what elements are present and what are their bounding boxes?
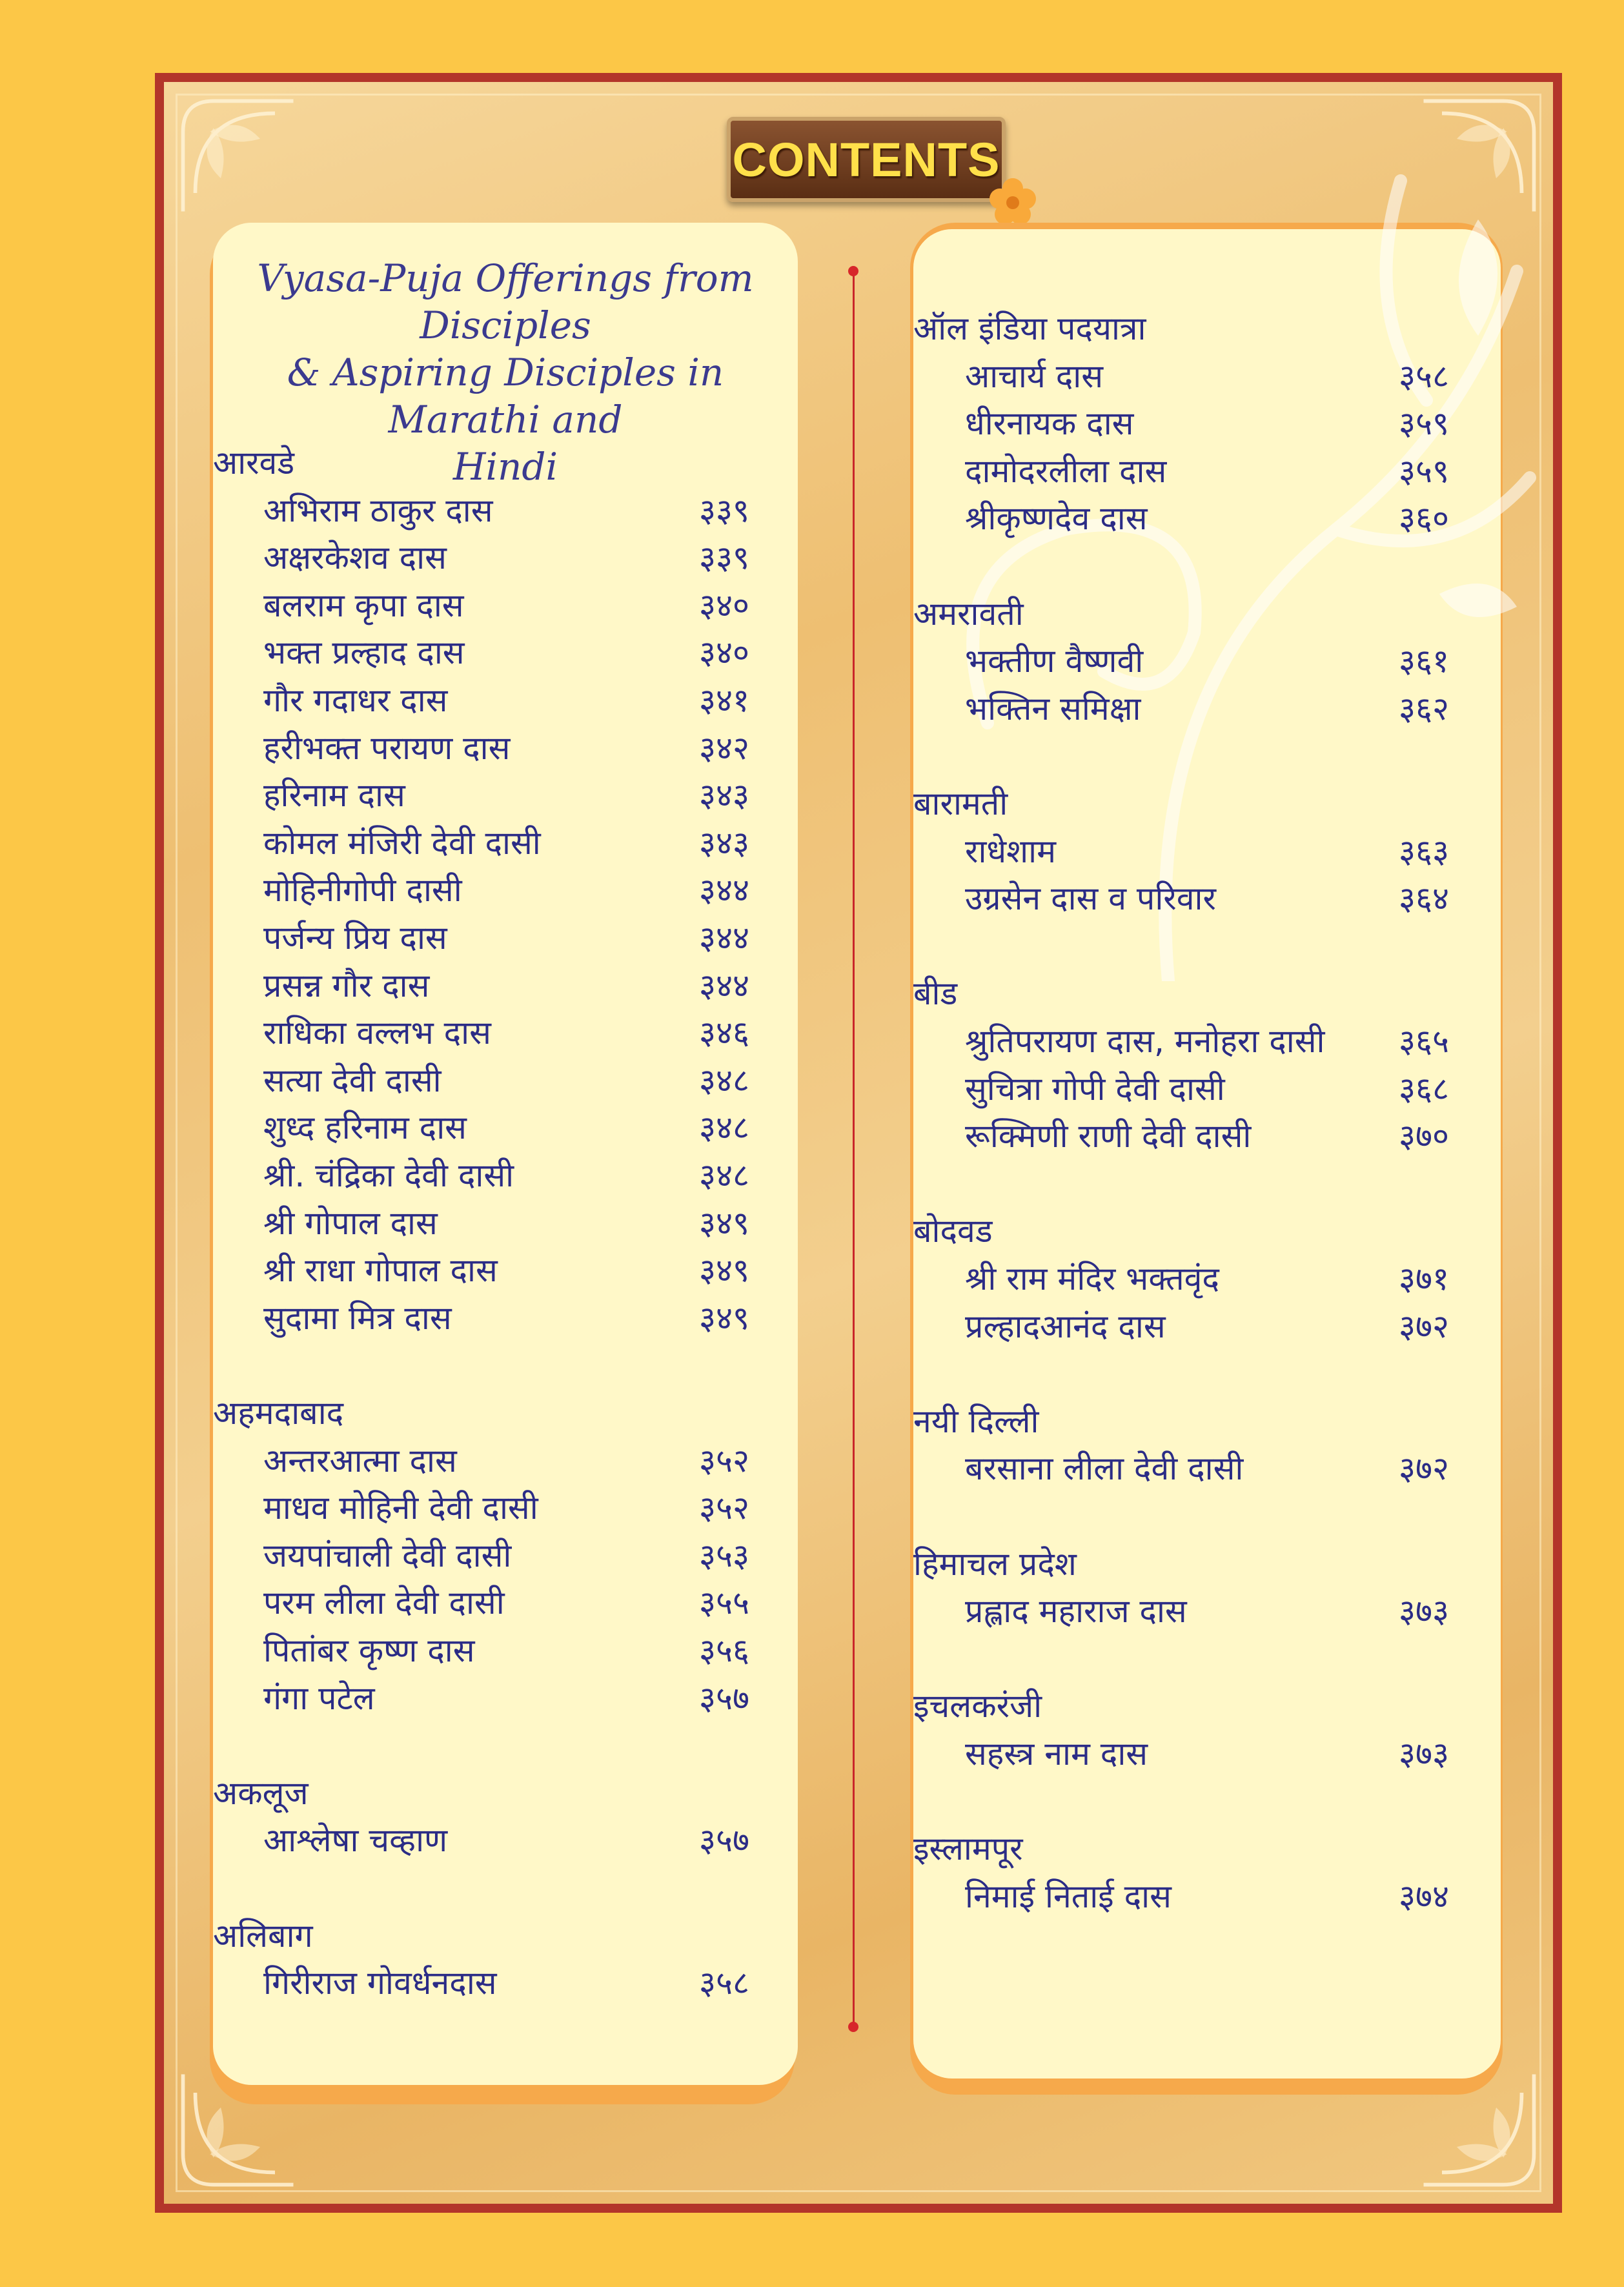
entry-name: बलराम कृपा दास bbox=[263, 586, 464, 624]
entry-name: मोहिनीगोपी दासी bbox=[263, 871, 462, 910]
section-title: अलिबाग bbox=[213, 1916, 313, 1955]
entry-page-number: ३७० bbox=[1399, 1117, 1449, 1155]
corner-ornament-icon bbox=[177, 95, 299, 218]
entry-name: आचार्य दास bbox=[965, 357, 1103, 395]
entry-page-number: ३४८ bbox=[699, 1061, 749, 1099]
section-title: बारामती bbox=[913, 785, 1008, 822]
entry-page-number: ३४० bbox=[699, 586, 749, 624]
entry-name: पितांबर कृष्ण दास bbox=[263, 1632, 475, 1669]
entry-page-number: ३५९ bbox=[1399, 405, 1449, 443]
entry-page-number: ३५५ bbox=[699, 1584, 749, 1622]
column-divider bbox=[853, 271, 855, 2027]
entry-page-number: ३५९ bbox=[1399, 452, 1449, 490]
entry-page-number: ३७२ bbox=[1399, 1307, 1449, 1345]
section-title: हिमाचल प्रदेश bbox=[913, 1545, 1077, 1583]
entry-name: सत्या देवी दासी bbox=[263, 1061, 442, 1099]
entry-page-number: ३४३ bbox=[699, 777, 749, 815]
entry-page-number: ३४९ bbox=[699, 1252, 749, 1290]
entry-page-number: ३७४ bbox=[1399, 1877, 1449, 1915]
entry-name: गौर गदाधर दास bbox=[263, 682, 448, 719]
entry-page-number: ३७३ bbox=[1399, 1592, 1449, 1631]
heading-line: Hindi bbox=[452, 445, 558, 489]
entry-name: भक्तीण वैष्णवी bbox=[965, 642, 1144, 680]
entry-name: गंगा पटेल bbox=[263, 1679, 375, 1717]
entry-name: धीरनायक दास bbox=[965, 405, 1134, 443]
entry-name: श्रुतिपरायण दास, मनोहरा दासी bbox=[965, 1022, 1325, 1060]
entry-name: निमाई निताई दास bbox=[965, 1877, 1172, 1915]
section-title: नयी दिल्ली bbox=[913, 1402, 1039, 1440]
page-title: CONTENTS bbox=[732, 132, 1000, 187]
entry-name: अभिराम ठाकुर दास bbox=[263, 491, 493, 529]
entry-page-number: ३६० bbox=[1399, 500, 1449, 538]
section-title: अहमदाबाद bbox=[213, 1394, 344, 1432]
entry-page-number: ३६५ bbox=[1399, 1022, 1449, 1060]
section-title: ऑल इंडिया पदयात्रा bbox=[913, 310, 1146, 347]
heading-line: & Aspiring Disciples in Marathi and bbox=[287, 351, 724, 442]
entry-page-number: ३५७ bbox=[699, 1679, 749, 1717]
entry-page-number: ३५२ bbox=[699, 1489, 749, 1527]
entry-name: अक्षरकेशव दास bbox=[263, 539, 447, 577]
entry-page-number: ३५८ bbox=[1399, 357, 1449, 395]
entry-name: प्रह्लाद महाराज दास bbox=[965, 1592, 1187, 1631]
entry-name: रूक्मिणी राणी देवी दासी bbox=[965, 1117, 1252, 1155]
entry-name: आश्लेषा चव्हाण bbox=[263, 1822, 448, 1860]
entry-name: श्री. चंद्रिका देवी दासी bbox=[263, 1157, 514, 1194]
entry-page-number: ३४४ bbox=[699, 919, 749, 957]
entry-page-number: ३६२ bbox=[1399, 689, 1449, 727]
entry-page-number: ३७२ bbox=[1399, 1450, 1449, 1488]
entry-page-number: ३५७ bbox=[699, 1822, 749, 1860]
entry-page-number: ३६१ bbox=[1399, 642, 1449, 680]
entry-page-number: ३५८ bbox=[699, 1964, 749, 2002]
entry-name: जयपांचाली देवी दासी bbox=[263, 1536, 512, 1574]
entry-page-number: ३४४ bbox=[699, 966, 749, 1004]
entry-page-number: ३३९ bbox=[699, 539, 749, 577]
entry-page-number: ३७३ bbox=[1399, 1735, 1449, 1773]
heading-line: Vyasa-Puja Offerings from Disciples bbox=[257, 256, 754, 347]
entry-page-number: ३४६ bbox=[699, 1014, 749, 1052]
entry-page-number: ३४४ bbox=[699, 871, 749, 910]
entry-name: सहस्त्र नाम दास bbox=[965, 1735, 1148, 1773]
entry-name: प्रल्हादआनंद दास bbox=[965, 1307, 1166, 1345]
entry-page-number: ३४२ bbox=[699, 729, 749, 767]
entry-page-number: ३६४ bbox=[1399, 880, 1449, 918]
entry-name: बरसाना लीला देवी दासी bbox=[965, 1450, 1244, 1488]
section-title: अकलूज bbox=[213, 1774, 309, 1812]
entry-name: हरिनाम दास bbox=[263, 777, 405, 815]
entry-name: राधेशाम bbox=[965, 832, 1056, 870]
entry-page-number: ३५६ bbox=[699, 1632, 749, 1669]
entry-name: श्रीकृष्णदेव दास bbox=[965, 500, 1148, 538]
entry-name: प्रसन्न गौर दास bbox=[263, 966, 430, 1004]
entry-page-number: ३७१ bbox=[1399, 1260, 1449, 1297]
entry-name: अन्तरआत्मा दास bbox=[263, 1441, 457, 1479]
section-title: इचलकरंजी bbox=[913, 1687, 1042, 1725]
section-title: बीड bbox=[913, 975, 958, 1013]
entry-name: राधिका वल्लभ दास bbox=[263, 1014, 491, 1052]
entry-name: कोमल मंजिरी देवी दासी bbox=[263, 824, 541, 862]
entry-page-number: ३६८ bbox=[1399, 1070, 1449, 1108]
divider-top-dot bbox=[848, 266, 858, 276]
entry-name: भक्त प्रल्हाद दास bbox=[263, 634, 465, 672]
entry-page-number: ३४३ bbox=[699, 824, 749, 862]
entry-page-number: ३४० bbox=[699, 634, 749, 672]
divider-bottom-dot bbox=[848, 2022, 858, 2032]
section-title: आरवडे bbox=[213, 444, 295, 482]
entry-name: श्री राधा गोपाल दास bbox=[263, 1252, 498, 1290]
entry-name: गिरीराज गोवर्धनदास bbox=[263, 1964, 497, 2002]
entry-name: माधव मोहिनी देवी दासी bbox=[263, 1489, 538, 1527]
entry-page-number: ३४८ bbox=[699, 1109, 749, 1147]
entry-name: सुचित्रा गोपी देवी दासी bbox=[965, 1070, 1225, 1108]
entry-name: शुध्द हरिनाम दास bbox=[263, 1109, 467, 1147]
entry-name: हरीभक्त परायण दास bbox=[263, 729, 511, 767]
section-title: इस्लामपूर bbox=[913, 1830, 1023, 1868]
entry-page-number: ३४८ bbox=[699, 1157, 749, 1194]
entry-name: पर्जन्य प्रिय दास bbox=[263, 919, 447, 957]
entry-name: दामोदरलीला दास bbox=[965, 452, 1167, 490]
entry-name: श्री राम मंदिर भक्तवृंद bbox=[965, 1260, 1219, 1297]
left-column-heading bbox=[213, 255, 798, 491]
section-title: बोदवड bbox=[913, 1212, 993, 1250]
entry-name: उग्रसेन दास व परिवार bbox=[965, 880, 1216, 918]
entry-page-number: ३४१ bbox=[699, 682, 749, 719]
entry-page-number: ३४९ bbox=[699, 1204, 749, 1242]
entry-name: सुदामा मित्र दास bbox=[263, 1299, 452, 1337]
entry-page-number: ३६३ bbox=[1399, 832, 1449, 870]
entry-page-number: ३५३ bbox=[699, 1536, 749, 1574]
entry-page-number: ३५२ bbox=[699, 1441, 749, 1479]
entry-page-number: ३४९ bbox=[699, 1299, 749, 1337]
section-title: अमरावती bbox=[913, 595, 1024, 633]
entry-name: श्री गोपाल दास bbox=[263, 1204, 438, 1242]
entry-name: परम लीला देवी दासी bbox=[263, 1584, 505, 1622]
entry-name: भक्तिन समिक्षा bbox=[965, 689, 1141, 727]
entry-page-number: ३३९ bbox=[699, 491, 749, 529]
